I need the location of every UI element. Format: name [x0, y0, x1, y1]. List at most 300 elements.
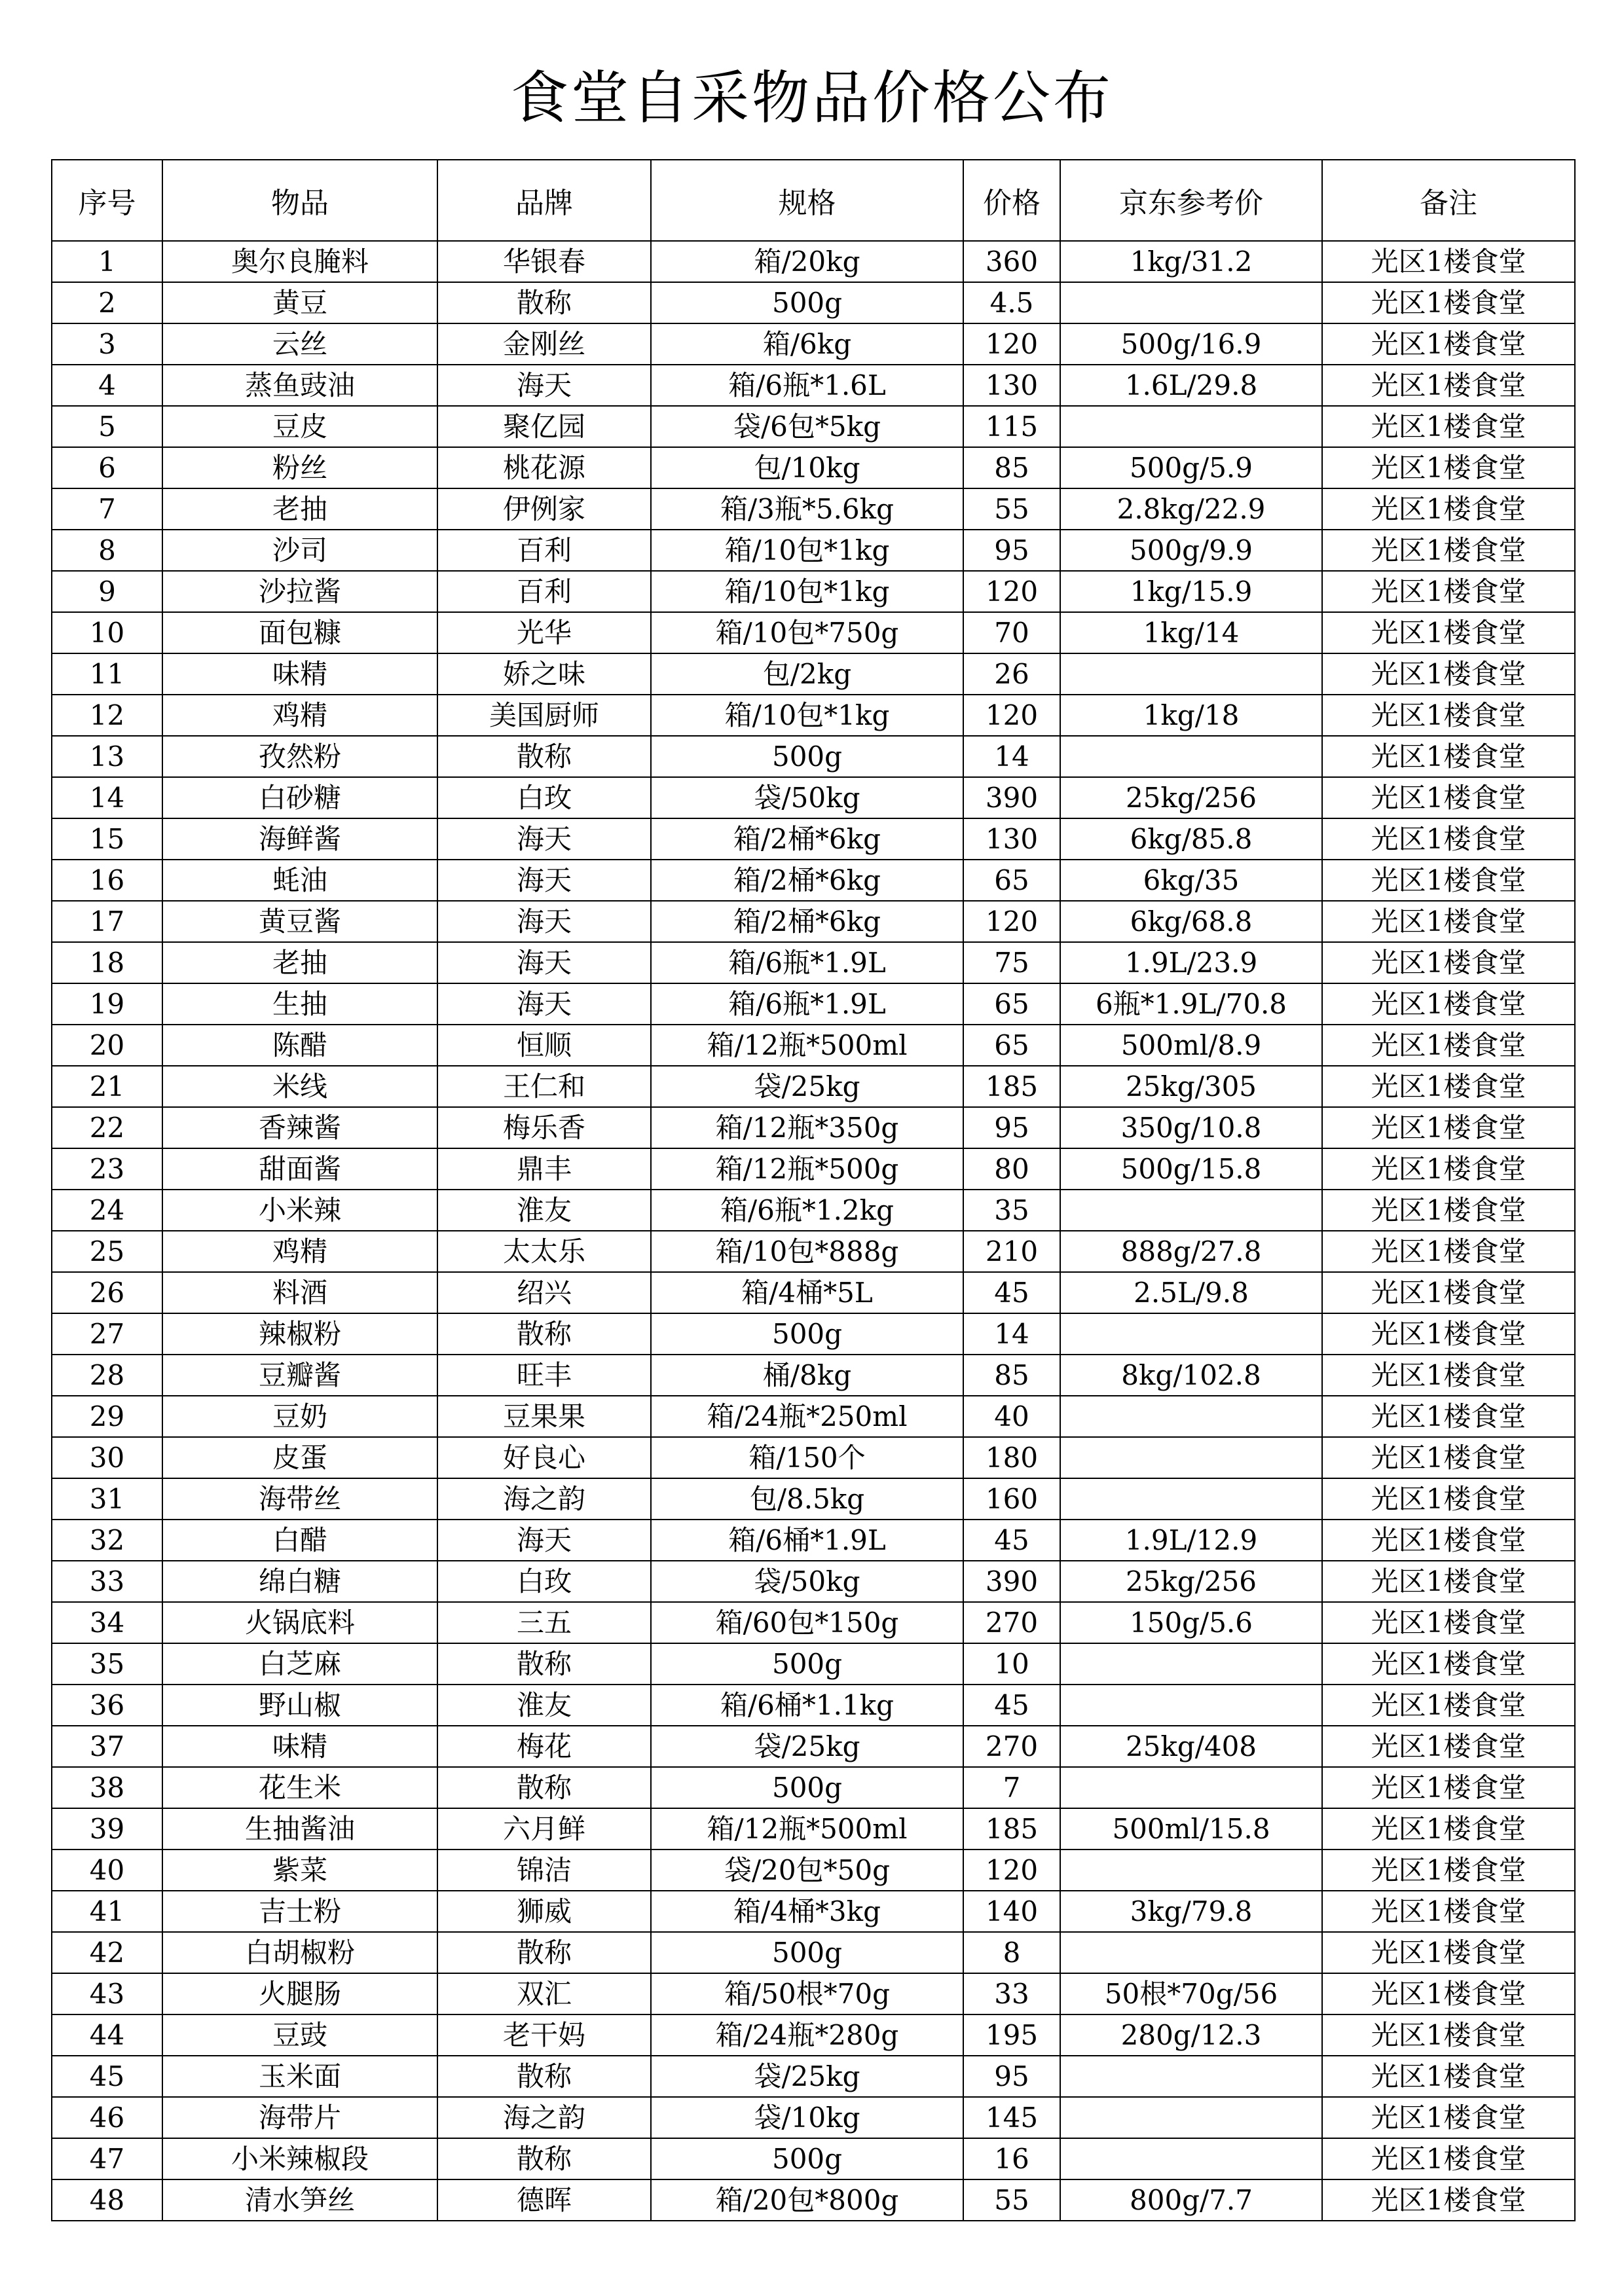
cell-price: 180	[963, 1437, 1060, 1478]
cell-price: 10	[963, 1643, 1060, 1685]
cell-note: 光区1楼食堂	[1322, 365, 1575, 406]
table-row	[52, 1066, 1575, 1107]
cell-spec: 箱/10包*1kg	[651, 571, 963, 612]
cell-item: 味精	[162, 653, 437, 695]
cell-note: 光区1楼食堂	[1322, 1602, 1575, 1643]
cell-index: 25	[52, 1231, 162, 1272]
table-row	[52, 860, 1575, 901]
cell-item: 沙司	[162, 530, 437, 571]
cell-spec: 箱/24瓶*280g	[651, 2014, 963, 2056]
cell-jd-price: 6kg/85.8	[1060, 818, 1322, 860]
cell-jd-price: 350g/10.8	[1060, 1107, 1322, 1148]
cell-note: 光区1楼食堂	[1322, 1148, 1575, 1190]
cell-item: 鸡精	[162, 695, 437, 736]
cell-item: 生抽	[162, 983, 437, 1025]
cell-jd-price	[1060, 282, 1322, 323]
cell-jd-price: 1kg/14	[1060, 612, 1322, 653]
cell-brand: 双汇	[437, 1973, 651, 2014]
cell-note: 光区1楼食堂	[1322, 1685, 1575, 1726]
table-row	[52, 2097, 1575, 2138]
cell-note: 光区1楼食堂	[1322, 777, 1575, 818]
cell-jd-price: 1kg/18	[1060, 695, 1322, 736]
cell-index: 42	[52, 1932, 162, 1973]
cell-brand: 散称	[437, 282, 651, 323]
cell-jd-price: 25kg/256	[1060, 777, 1322, 818]
cell-price: 45	[963, 1520, 1060, 1561]
cell-brand: 散称	[437, 1932, 651, 1973]
table-row	[52, 653, 1575, 695]
cell-index: 31	[52, 1478, 162, 1520]
header-row	[52, 160, 1575, 241]
cell-index: 24	[52, 1190, 162, 1231]
cell-spec: 袋/25kg	[651, 2056, 963, 2097]
cell-price: 120	[963, 1850, 1060, 1891]
cell-brand: 海天	[437, 942, 651, 983]
cell-note: 光区1楼食堂	[1322, 1231, 1575, 1272]
cell-brand: 梅花	[437, 1726, 651, 1767]
cell-spec: 箱/12瓶*500g	[651, 1148, 963, 1190]
cell-index: 26	[52, 1272, 162, 1313]
cell-note: 光区1楼食堂	[1322, 2179, 1575, 2221]
cell-price: 390	[963, 777, 1060, 818]
table-row	[52, 942, 1575, 983]
cell-spec: 包/8.5kg	[651, 1478, 963, 1520]
cell-note: 光区1楼食堂	[1322, 323, 1575, 365]
cell-index: 15	[52, 818, 162, 860]
cell-price: 75	[963, 942, 1060, 983]
cell-note: 光区1楼食堂	[1322, 1437, 1575, 1478]
cell-spec: 500g	[651, 282, 963, 323]
cell-spec: 500g	[651, 1767, 963, 1808]
cell-item: 蚝油	[162, 860, 437, 901]
cell-note: 光区1楼食堂	[1322, 1850, 1575, 1891]
cell-spec: 箱/6瓶*1.9L	[651, 983, 963, 1025]
cell-brand: 梅乐香	[437, 1107, 651, 1148]
cell-brand: 散称	[437, 1767, 651, 1808]
cell-note: 光区1楼食堂	[1322, 1932, 1575, 1973]
cell-jd-price	[1060, 1190, 1322, 1231]
cell-note: 光区1楼食堂	[1322, 736, 1575, 777]
cell-jd-price	[1060, 2056, 1322, 2097]
cell-price: 65	[963, 983, 1060, 1025]
cell-index: 23	[52, 1148, 162, 1190]
cell-spec: 箱/6桶*1.1kg	[651, 1685, 963, 1726]
cell-brand: 伊例家	[437, 488, 651, 530]
table-row	[52, 1437, 1575, 1478]
cell-spec: 箱/3瓶*5.6kg	[651, 488, 963, 530]
cell-index: 40	[52, 1850, 162, 1891]
table-row	[52, 1973, 1575, 2014]
cell-jd-price	[1060, 1767, 1322, 1808]
cell-brand: 海天	[437, 818, 651, 860]
cell-index: 33	[52, 1561, 162, 1602]
table-row	[52, 1850, 1575, 1891]
cell-item: 味精	[162, 1726, 437, 1767]
cell-jd-price: 50根*70g/56	[1060, 1973, 1322, 2014]
cell-brand: 白玫	[437, 777, 651, 818]
cell-note: 光区1楼食堂	[1322, 1808, 1575, 1850]
cell-price: 80	[963, 1148, 1060, 1190]
cell-spec: 箱/12瓶*500ml	[651, 1808, 963, 1850]
cell-spec: 箱/150个	[651, 1437, 963, 1478]
cell-price: 95	[963, 2056, 1060, 2097]
cell-brand: 散称	[437, 1313, 651, 1355]
cell-spec: 袋/20包*50g	[651, 1850, 963, 1891]
cell-item: 白醋	[162, 1520, 437, 1561]
cell-note: 光区1楼食堂	[1322, 1272, 1575, 1313]
cell-price: 270	[963, 1726, 1060, 1767]
table-row	[52, 901, 1575, 942]
cell-jd-price: 25kg/256	[1060, 1561, 1322, 1602]
cell-jd-price	[1060, 653, 1322, 695]
cell-price: 65	[963, 1025, 1060, 1066]
cell-brand: 百利	[437, 571, 651, 612]
cell-price: 45	[963, 1685, 1060, 1726]
cell-spec: 袋/50kg	[651, 777, 963, 818]
cell-jd-price: 1kg/15.9	[1060, 571, 1322, 612]
cell-index: 21	[52, 1066, 162, 1107]
cell-note: 光区1楼食堂	[1322, 2138, 1575, 2179]
cell-brand: 桃花源	[437, 447, 651, 488]
cell-item: 蒸鱼豉油	[162, 365, 437, 406]
cell-price: 26	[963, 653, 1060, 695]
cell-note: 光区1楼食堂	[1322, 1396, 1575, 1437]
cell-jd-price	[1060, 1932, 1322, 1973]
table-row	[52, 1767, 1575, 1808]
cell-brand: 海天	[437, 365, 651, 406]
table-row	[52, 1932, 1575, 1973]
cell-price: 120	[963, 695, 1060, 736]
cell-note: 光区1楼食堂	[1322, 530, 1575, 571]
cell-item: 甜面酱	[162, 1148, 437, 1190]
cell-note: 光区1楼食堂	[1322, 1561, 1575, 1602]
table-row	[52, 1478, 1575, 1520]
table-row	[52, 1025, 1575, 1066]
cell-spec: 箱/12瓶*350g	[651, 1107, 963, 1148]
cell-index: 3	[52, 323, 162, 365]
cell-price: 55	[963, 2179, 1060, 2221]
cell-price: 360	[963, 241, 1060, 282]
cell-brand: 美国厨师	[437, 695, 651, 736]
cell-jd-price: 6kg/35	[1060, 860, 1322, 901]
cell-price: 85	[963, 1355, 1060, 1396]
table-row	[52, 1561, 1575, 1602]
cell-index: 30	[52, 1437, 162, 1478]
cell-note: 光区1楼食堂	[1322, 1520, 1575, 1561]
cell-price: 95	[963, 1107, 1060, 1148]
cell-price: 145	[963, 2097, 1060, 2138]
table-row	[52, 777, 1575, 818]
cell-item: 海带丝	[162, 1478, 437, 1520]
cell-jd-price: 1.9L/12.9	[1060, 1520, 1322, 1561]
cell-spec: 包/2kg	[651, 653, 963, 695]
cell-brand: 六月鲜	[437, 1808, 651, 1850]
cell-jd-price	[1060, 1313, 1322, 1355]
cell-spec: 500g	[651, 1643, 963, 1685]
cell-index: 47	[52, 2138, 162, 2179]
cell-index: 10	[52, 612, 162, 653]
cell-item: 吉士粉	[162, 1891, 437, 1932]
cell-brand: 好良心	[437, 1437, 651, 1478]
table-row	[52, 530, 1575, 571]
cell-brand: 海天	[437, 901, 651, 942]
cell-jd-price: 6瓶*1.9L/70.8	[1060, 983, 1322, 1025]
cell-index: 7	[52, 488, 162, 530]
cell-brand: 绍兴	[437, 1272, 651, 1313]
cell-price: 115	[963, 406, 1060, 447]
cell-spec: 箱/60包*150g	[651, 1602, 963, 1643]
cell-jd-price	[1060, 736, 1322, 777]
cell-brand: 光华	[437, 612, 651, 653]
cell-price: 7	[963, 1767, 1060, 1808]
cell-index: 36	[52, 1685, 162, 1726]
cell-item: 清水笋丝	[162, 2179, 437, 2221]
cell-jd-price: 25kg/408	[1060, 1726, 1322, 1767]
cell-item: 紫菜	[162, 1850, 437, 1891]
cell-spec: 500g	[651, 736, 963, 777]
cell-price: 140	[963, 1891, 1060, 1932]
cell-brand: 娇之味	[437, 653, 651, 695]
cell-note: 光区1楼食堂	[1322, 282, 1575, 323]
page-title: 食堂自采物品价格公布	[510, 64, 1113, 132]
table-row	[52, 1148, 1575, 1190]
cell-jd-price: 2.5L/9.8	[1060, 1272, 1322, 1313]
table-row	[52, 818, 1575, 860]
table-row	[52, 736, 1575, 777]
table-row	[52, 1685, 1575, 1726]
cell-spec: 箱/2桶*6kg	[651, 901, 963, 942]
cell-item: 奥尔良腌料	[162, 241, 437, 282]
cell-price: 14	[963, 736, 1060, 777]
cell-price: 270	[963, 1602, 1060, 1643]
cell-brand: 散称	[437, 2056, 651, 2097]
cell-note: 光区1楼食堂	[1322, 612, 1575, 653]
table-row	[52, 983, 1575, 1025]
header-price: 价格	[963, 160, 1060, 241]
cell-note: 光区1楼食堂	[1322, 1767, 1575, 1808]
table-row	[52, 1602, 1575, 1643]
table-row	[52, 1313, 1575, 1355]
cell-jd-price: 500g/9.9	[1060, 530, 1322, 571]
cell-spec: 箱/20kg	[651, 241, 963, 282]
cell-spec: 箱/6瓶*1.9L	[651, 942, 963, 983]
table-row	[52, 2138, 1575, 2179]
cell-spec: 箱/20包*800g	[651, 2179, 963, 2221]
cell-item: 豆奶	[162, 1396, 437, 1437]
table-row	[52, 447, 1575, 488]
cell-spec: 箱/6瓶*1.2kg	[651, 1190, 963, 1231]
cell-jd-price	[1060, 1437, 1322, 1478]
cell-item: 黄豆酱	[162, 901, 437, 942]
cell-jd-price: 3kg/79.8	[1060, 1891, 1322, 1932]
cell-price: 55	[963, 488, 1060, 530]
table-row	[52, 1231, 1575, 1272]
cell-spec: 袋/6包*5kg	[651, 406, 963, 447]
cell-price: 120	[963, 901, 1060, 942]
table-row	[52, 1355, 1575, 1396]
cell-price: 4.5	[963, 282, 1060, 323]
cell-item: 老抽	[162, 488, 437, 530]
cell-jd-price: 1.9L/23.9	[1060, 942, 1322, 983]
table-row	[52, 406, 1575, 447]
cell-brand: 散称	[437, 2138, 651, 2179]
cell-spec: 箱/24瓶*250ml	[651, 1396, 963, 1437]
cell-note: 光区1楼食堂	[1322, 1066, 1575, 1107]
cell-note: 光区1楼食堂	[1322, 860, 1575, 901]
cell-price: 85	[963, 447, 1060, 488]
cell-price: 185	[963, 1066, 1060, 1107]
cell-index: 19	[52, 983, 162, 1025]
cell-spec: 袋/25kg	[651, 1726, 963, 1767]
cell-brand: 王仁和	[437, 1066, 651, 1107]
cell-jd-price: 800g/7.7	[1060, 2179, 1322, 2221]
table-row	[52, 282, 1575, 323]
cell-brand: 聚亿园	[437, 406, 651, 447]
cell-spec: 桶/8kg	[651, 1355, 963, 1396]
cell-item: 小米辣	[162, 1190, 437, 1231]
cell-jd-price: 1kg/31.2	[1060, 241, 1322, 282]
table-row	[52, 1643, 1575, 1685]
table-row	[52, 241, 1575, 282]
cell-index: 44	[52, 2014, 162, 2056]
cell-note: 光区1楼食堂	[1322, 2097, 1575, 2138]
cell-item: 火腿肠	[162, 1973, 437, 2014]
table-row	[52, 1107, 1575, 1148]
cell-note: 光区1楼食堂	[1322, 2056, 1575, 2097]
cell-spec: 箱/6kg	[651, 323, 963, 365]
cell-price: 33	[963, 1973, 1060, 2014]
cell-index: 1	[52, 241, 162, 282]
cell-index: 27	[52, 1313, 162, 1355]
cell-price: 16	[963, 2138, 1060, 2179]
cell-note: 光区1楼食堂	[1322, 1190, 1575, 1231]
cell-item: 玉米面	[162, 2056, 437, 2097]
table-row	[52, 2179, 1575, 2221]
cell-note: 光区1楼食堂	[1322, 653, 1575, 695]
cell-price: 210	[963, 1231, 1060, 1272]
cell-spec: 500g	[651, 1932, 963, 1973]
cell-spec: 箱/10包*1kg	[651, 695, 963, 736]
cell-brand: 白玫	[437, 1561, 651, 1602]
cell-index: 37	[52, 1726, 162, 1767]
header-brand: 品牌	[437, 160, 651, 241]
cell-brand: 海之韵	[437, 1478, 651, 1520]
cell-spec: 箱/10包*750g	[651, 612, 963, 653]
cell-spec: 箱/10包*1kg	[651, 530, 963, 571]
cell-brand: 散称	[437, 1643, 651, 1685]
cell-spec: 箱/6桶*1.9L	[651, 1520, 963, 1561]
cell-note: 光区1楼食堂	[1322, 983, 1575, 1025]
cell-note: 光区1楼食堂	[1322, 901, 1575, 942]
cell-index: 13	[52, 736, 162, 777]
cell-spec: 箱/10包*888g	[651, 1231, 963, 1272]
table-row	[52, 365, 1575, 406]
cell-jd-price: 280g/12.3	[1060, 2014, 1322, 2056]
cell-item: 米线	[162, 1066, 437, 1107]
cell-index: 29	[52, 1396, 162, 1437]
cell-note: 光区1楼食堂	[1322, 488, 1575, 530]
table-row	[52, 1520, 1575, 1561]
cell-spec: 箱/50根*70g	[651, 1973, 963, 2014]
cell-item: 孜然粉	[162, 736, 437, 777]
cell-index: 8	[52, 530, 162, 571]
cell-note: 光区1楼食堂	[1322, 2014, 1575, 2056]
cell-spec: 箱/6瓶*1.6L	[651, 365, 963, 406]
cell-brand: 海之韵	[437, 2097, 651, 2138]
cell-spec: 箱/4桶*3kg	[651, 1891, 963, 1932]
cell-jd-price	[1060, 1478, 1322, 1520]
cell-jd-price: 1.6L/29.8	[1060, 365, 1322, 406]
cell-spec: 箱/12瓶*500ml	[651, 1025, 963, 1066]
cell-note: 光区1楼食堂	[1322, 1025, 1575, 1066]
cell-item: 皮蛋	[162, 1437, 437, 1478]
cell-index: 18	[52, 942, 162, 983]
table-row	[52, 1396, 1575, 1437]
cell-item: 黄豆	[162, 282, 437, 323]
cell-item: 鸡精	[162, 1231, 437, 1272]
cell-note: 光区1楼食堂	[1322, 1643, 1575, 1685]
table-body	[52, 241, 1575, 2221]
table-row	[52, 1891, 1575, 1932]
cell-brand: 淮友	[437, 1190, 651, 1231]
cell-price: 120	[963, 571, 1060, 612]
cell-index: 32	[52, 1520, 162, 1561]
header-note: 备注	[1322, 160, 1575, 241]
cell-note: 光区1楼食堂	[1322, 571, 1575, 612]
cell-jd-price	[1060, 1643, 1322, 1685]
cell-jd-price	[1060, 1850, 1322, 1891]
cell-brand: 金刚丝	[437, 323, 651, 365]
cell-price: 45	[963, 1272, 1060, 1313]
cell-item: 野山椒	[162, 1685, 437, 1726]
cell-jd-price: 500ml/15.8	[1060, 1808, 1322, 1850]
cell-index: 14	[52, 777, 162, 818]
cell-price: 35	[963, 1190, 1060, 1231]
cell-note: 光区1楼食堂	[1322, 1891, 1575, 1932]
table-row	[52, 612, 1575, 653]
cell-spec: 箱/2桶*6kg	[651, 818, 963, 860]
cell-jd-price	[1060, 2138, 1322, 2179]
cell-item: 生抽酱油	[162, 1808, 437, 1850]
cell-brand: 淮友	[437, 1685, 651, 1726]
cell-price: 390	[963, 1561, 1060, 1602]
cell-note: 光区1楼食堂	[1322, 1355, 1575, 1396]
cell-index: 39	[52, 1808, 162, 1850]
cell-price: 130	[963, 365, 1060, 406]
cell-note: 光区1楼食堂	[1322, 1973, 1575, 2014]
cell-jd-price: 8kg/102.8	[1060, 1355, 1322, 1396]
cell-item: 海鲜酱	[162, 818, 437, 860]
cell-price: 40	[963, 1396, 1060, 1437]
cell-brand: 海天	[437, 1520, 651, 1561]
cell-brand: 海天	[437, 983, 651, 1025]
cell-item: 豆豉	[162, 2014, 437, 2056]
cell-spec: 500g	[651, 1313, 963, 1355]
cell-item: 白胡椒粉	[162, 1932, 437, 1973]
cell-brand: 百利	[437, 530, 651, 571]
cell-item: 粉丝	[162, 447, 437, 488]
cell-spec: 袋/10kg	[651, 2097, 963, 2138]
cell-price: 70	[963, 612, 1060, 653]
cell-index: 22	[52, 1107, 162, 1148]
header-index: 序号	[52, 160, 162, 241]
cell-jd-price: 150g/5.6	[1060, 1602, 1322, 1643]
cell-brand: 恒顺	[437, 1025, 651, 1066]
cell-index: 45	[52, 2056, 162, 2097]
table-row	[52, 2056, 1575, 2097]
cell-jd-price: 25kg/305	[1060, 1066, 1322, 1107]
cell-brand: 锦洁	[437, 1850, 651, 1891]
